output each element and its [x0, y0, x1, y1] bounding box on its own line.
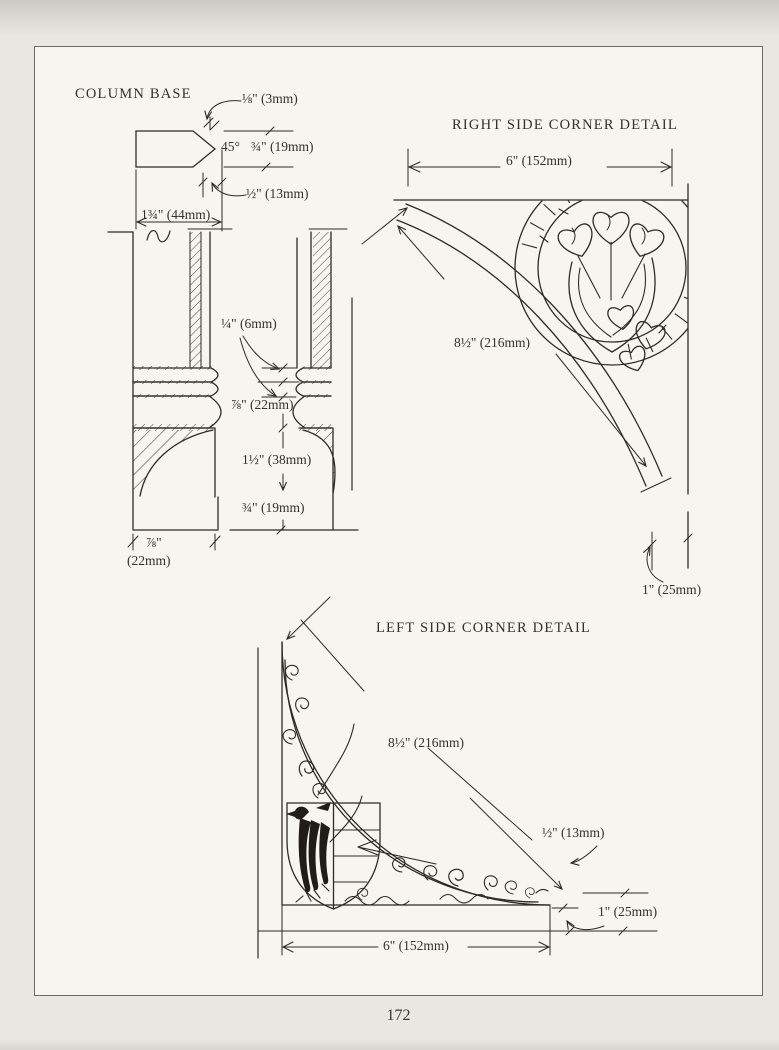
scan-shadow-bottom	[0, 1040, 779, 1050]
dim-column-width: 1¾" (44mm)	[141, 207, 211, 222]
dim-left-width: 6" (152mm)	[383, 938, 449, 953]
dim-base-height: 1½" (38mm)	[242, 452, 312, 467]
right-corner-drawing	[362, 149, 709, 582]
heraldic-shield	[286, 802, 380, 909]
dim-chamfer-angle: 45°	[221, 139, 240, 154]
dim-bead: ¼" (6mm)	[221, 316, 277, 331]
page-number: 172	[386, 1007, 411, 1024]
dim-foot-width-in: ⅞"	[146, 535, 162, 550]
dim-foot-height: ¾" (19mm)	[242, 500, 305, 515]
dim-foot-width-mm: (22mm)	[127, 553, 171, 568]
dim-tongue: ½" (13mm)	[246, 186, 309, 201]
dim-right-width: 6" (152mm)	[506, 153, 572, 168]
dim-right-arc: 8½" (216mm)	[454, 335, 531, 350]
dim-chamfer-depth: ⅛" (3mm)	[242, 91, 298, 106]
eagle-silhouette	[286, 802, 331, 892]
right-corner-title: RIGHT SIDE CORNER DETAIL	[452, 117, 678, 133]
dim-right-band-thickness: 1" (25mm)	[642, 582, 702, 597]
column-base-title: COLUMN BASE	[75, 86, 192, 102]
dim-left-band-thickness: 1" (25mm)	[598, 904, 658, 919]
dim-molding-height: ⅞" (22mm)	[231, 397, 294, 412]
dim-left-edge-offset: ½" (13mm)	[542, 825, 605, 840]
dim-left-arc: 8½" (216mm)	[388, 735, 465, 750]
dim-rail-thickness: ¾" (19mm)	[251, 139, 314, 154]
corner-medallion	[515, 171, 709, 375]
left-corner-title: LEFT SIDE CORNER DETAIL	[376, 620, 592, 636]
